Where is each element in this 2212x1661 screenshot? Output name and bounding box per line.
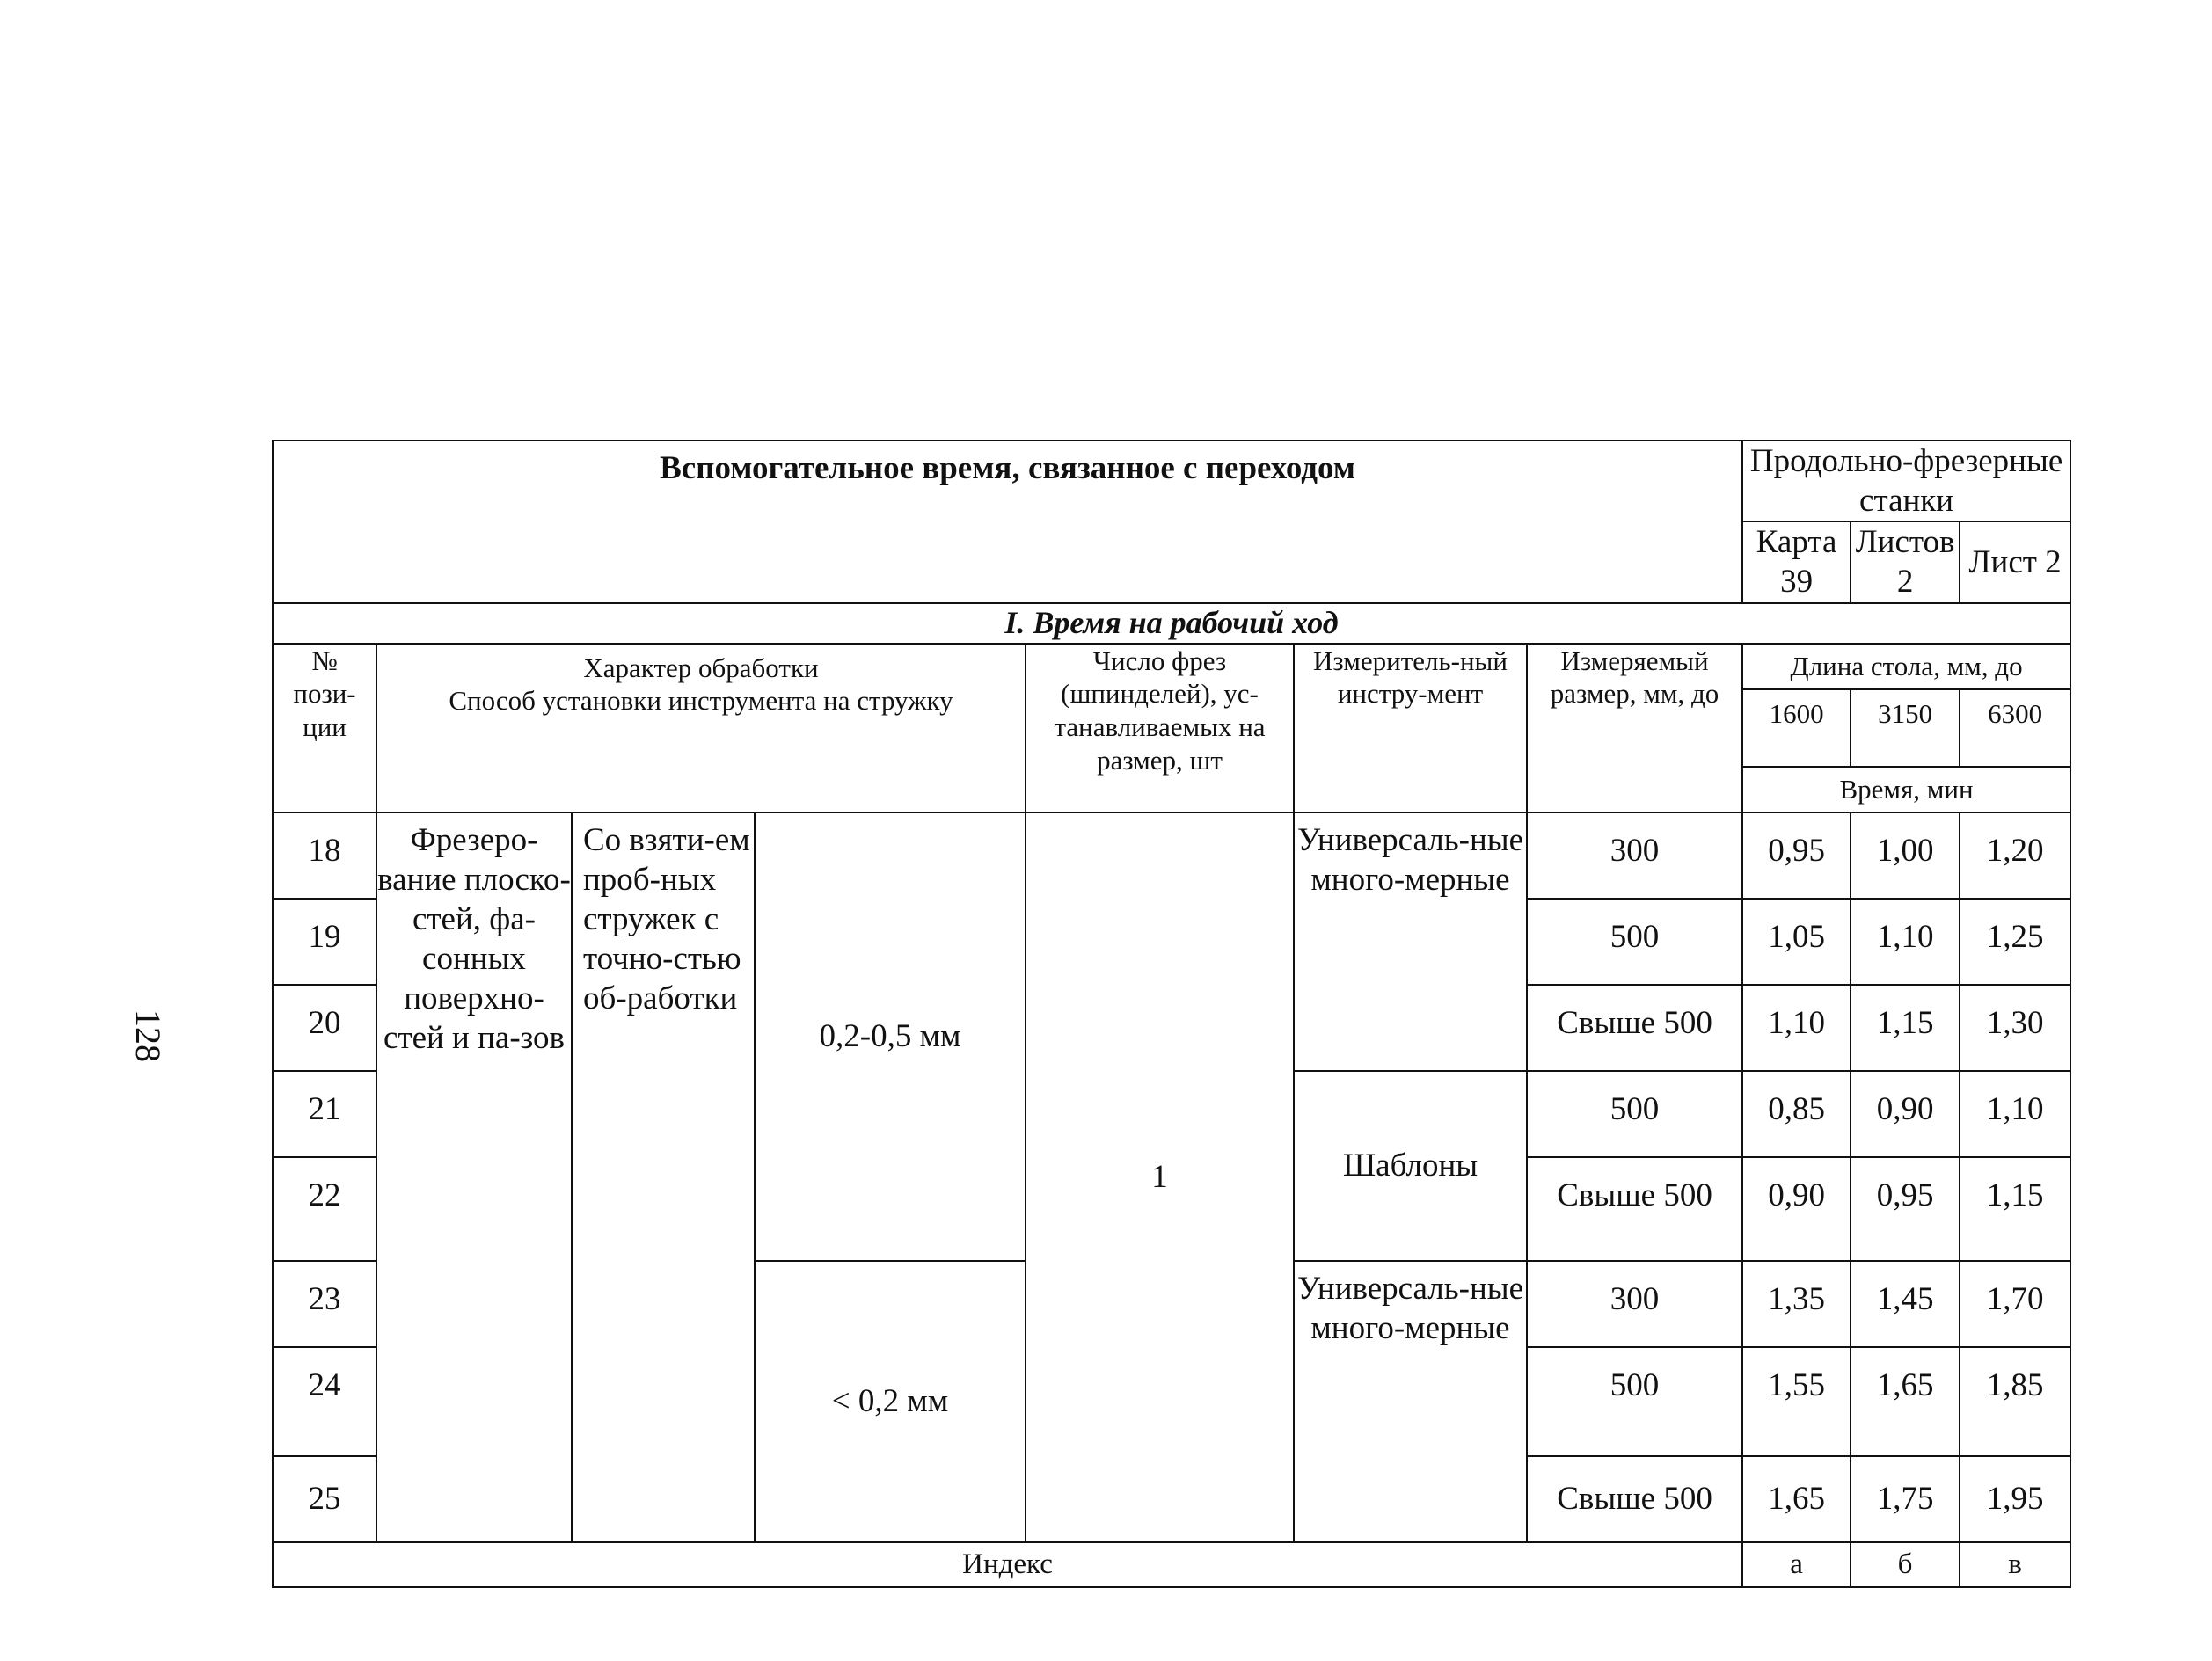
b-21: 0,90 — [1851, 1071, 1960, 1157]
a-19: 1,05 — [1742, 899, 1851, 985]
col-table-length: Длина стола, мм, до — [1742, 644, 2070, 689]
col-character-line2: Способ установки инструмента на стружку — [449, 685, 953, 717]
table-title: Вспомогательное время, связанное с переходом — [273, 441, 1742, 603]
cutters-count: 1 — [1026, 812, 1294, 1542]
index-a: а — [1742, 1542, 1851, 1587]
b-23: 1,45 — [1851, 1261, 1960, 1347]
method-cell: Со взяти-ем проб-ных стружек с точно-стью об-работки — [572, 812, 755, 1542]
page-number: 128 — [128, 1009, 168, 1062]
accuracy-b: < 0,2 мм — [755, 1261, 1026, 1542]
b-20: 1,15 — [1851, 985, 1960, 1071]
b-22: 0,95 — [1851, 1157, 1960, 1261]
pos-19: 19 — [273, 899, 376, 985]
c-25: 1,95 — [1960, 1456, 2070, 1542]
col-cutters: Число фрез (шпинделей), ус-танавливаемых на размер, шт — [1026, 644, 1294, 812]
b-19: 1,10 — [1851, 899, 1960, 985]
instrument-templates: Шаблоны — [1294, 1071, 1527, 1261]
size-24: 500 — [1527, 1347, 1742, 1456]
index-b: б — [1851, 1542, 1960, 1587]
b-24: 1,65 — [1851, 1347, 1960, 1456]
size-18: 300 — [1527, 812, 1742, 899]
col-length-3: 6300 — [1960, 689, 2070, 767]
pos-20: 20 — [273, 985, 376, 1071]
col-size: Измеряемый размер, мм, до — [1527, 644, 1742, 812]
pos-18: 18 — [273, 812, 376, 899]
c-21: 1,10 — [1960, 1071, 2070, 1157]
col-character-line1: Характер обработки — [583, 652, 819, 683]
c-19: 1,25 — [1960, 899, 2070, 985]
b-18: 1,00 — [1851, 812, 1960, 899]
instrument-universal-1: Универсаль-ные много-мерные — [1294, 812, 1527, 1071]
machine-type: Продольно-фрезерные станки — [1742, 441, 2070, 521]
col-instrument: Измеритель-ный инстру-мент — [1294, 644, 1527, 812]
a-23: 1,35 — [1742, 1261, 1851, 1347]
c-20: 1,30 — [1960, 985, 2070, 1071]
col-time: Время, мин — [1742, 767, 2070, 812]
col-position: № пози-ции — [273, 644, 376, 812]
col-character — [376, 644, 1026, 812]
c-22: 1,15 — [1960, 1157, 2070, 1261]
a-24: 1,55 — [1742, 1347, 1851, 1456]
pos-21: 21 — [273, 1071, 376, 1157]
pos-25: 25 — [273, 1456, 376, 1542]
size-21: 500 — [1527, 1071, 1742, 1157]
map-number: Карта 39 — [1742, 521, 1851, 602]
a-20: 1,10 — [1742, 985, 1851, 1071]
a-25: 1,65 — [1742, 1456, 1851, 1542]
c-18: 1,20 — [1960, 812, 2070, 899]
col-length-1: 1600 — [1742, 689, 1851, 767]
size-19: 500 — [1527, 899, 1742, 985]
accuracy-a: 0,2-0,5 мм — [755, 812, 1026, 1261]
b-25: 1,75 — [1851, 1456, 1960, 1542]
size-20: Свыше 500 — [1527, 985, 1742, 1071]
norm-table — [272, 440, 2071, 1588]
pos-24: 24 — [273, 1347, 376, 1456]
size-22: Свыше 500 — [1527, 1157, 1742, 1261]
a-22: 0,90 — [1742, 1157, 1851, 1261]
index-c: в — [1960, 1542, 2070, 1587]
col-length-2: 3150 — [1851, 689, 1960, 767]
index-label: Индекс — [273, 1542, 1742, 1587]
pos-22: 22 — [273, 1157, 376, 1261]
c-24: 1,85 — [1960, 1347, 2070, 1456]
instrument-universal-2: Универсаль-ные много-мерные — [1294, 1261, 1527, 1542]
pos-23: 23 — [273, 1261, 376, 1347]
size-25: Свыше 500 — [1527, 1456, 1742, 1542]
c-23: 1,70 — [1960, 1261, 2070, 1347]
section-title: I. Время на рабочий ход — [273, 603, 2070, 644]
sheets-total: Листов 2 — [1851, 521, 1960, 602]
size-23: 300 — [1527, 1261, 1742, 1347]
sheet-number: Лист 2 — [1960, 521, 2070, 602]
a-21: 0,85 — [1742, 1071, 1851, 1157]
a-18: 0,95 — [1742, 812, 1851, 899]
operation-cell: Фрезеро-вание плоско-стей, фа-сонных поверхно-стей и па-зов — [376, 812, 572, 1542]
